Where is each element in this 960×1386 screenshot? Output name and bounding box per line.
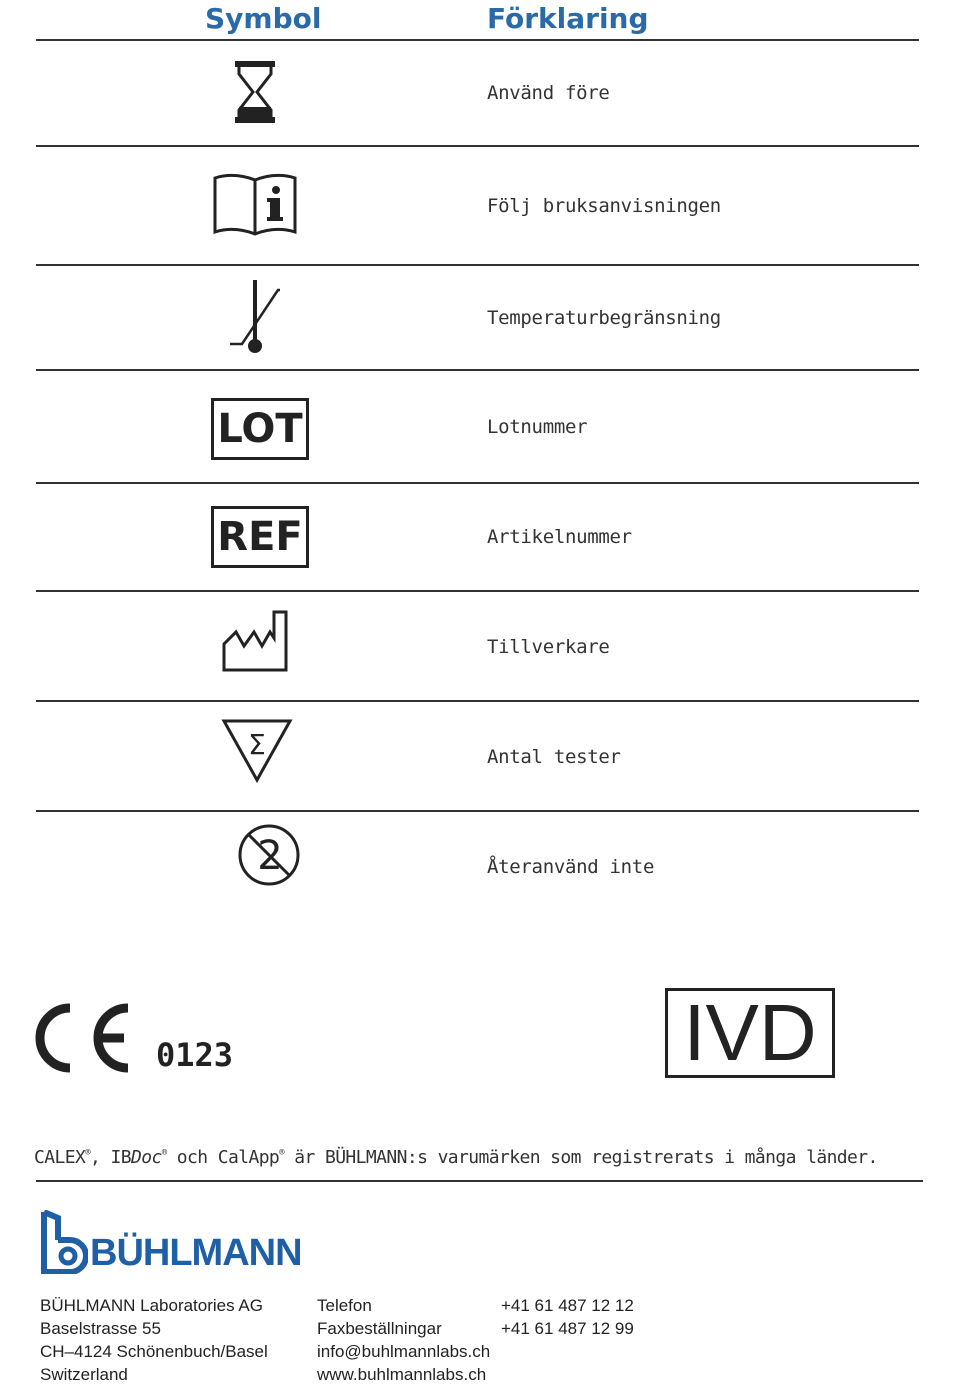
website-link[interactable]: www.buhlmannlabs.ch xyxy=(317,1365,487,1384)
contact-labels xyxy=(317,1294,490,1386)
address-line: BÜHLMANN Laboratories AG xyxy=(40,1296,263,1315)
hourglass-icon xyxy=(234,60,276,124)
sigma-triangle-icon xyxy=(221,718,293,784)
address-line: Baselstrasse 55 xyxy=(40,1319,161,1338)
ref-box-icon: REF xyxy=(211,506,309,568)
trademark-notice: CALEX®, IBDoc® och CalApp® är BÜHLMANN:s varumärken som registrerats i många länder. xyxy=(34,1147,878,1168)
row-label: Lotnummer xyxy=(487,416,588,438)
brand-name: BÜHLMANN xyxy=(90,1232,302,1274)
footer-divider xyxy=(36,1180,923,1182)
row-label: Artikelnummer xyxy=(487,526,632,548)
factory-icon xyxy=(222,608,290,672)
instructions-book-icon xyxy=(212,172,298,236)
email-link[interactable]: info@buhlmannlabs.ch xyxy=(317,1342,491,1361)
thermometer-icon xyxy=(228,278,284,356)
divider xyxy=(36,369,919,371)
row-label: Antal tester xyxy=(487,746,621,768)
row-label: Tillverkare xyxy=(487,636,610,658)
svg-text:2: 2 xyxy=(257,833,283,879)
do-not-reuse-icon xyxy=(237,823,301,887)
fax-number: +41 61 487 12 99 xyxy=(501,1319,634,1338)
row-label: Återanvänd inte xyxy=(487,856,655,878)
fax-label: Faxbeställningar xyxy=(317,1319,442,1338)
divider xyxy=(36,700,919,702)
row-label: Följ bruksanvisningen xyxy=(487,195,721,217)
column-header-symbol: Symbol xyxy=(205,2,322,35)
divider xyxy=(36,810,919,812)
buhlmann-logo-icon xyxy=(40,1210,88,1274)
ce-notified-body-number: 0123 xyxy=(156,1036,234,1074)
divider xyxy=(36,264,919,266)
divider xyxy=(36,590,919,592)
lot-box-icon: LOT xyxy=(211,398,309,460)
divider xyxy=(36,145,919,147)
ce-mark-icon xyxy=(34,1002,134,1074)
divider xyxy=(36,39,919,41)
address-line: Switzerland xyxy=(40,1365,128,1384)
row-label: Använd före xyxy=(487,82,610,104)
contact-numbers xyxy=(501,1294,634,1340)
ivd-mark-icon: IVD xyxy=(665,988,835,1078)
phone-label: Telefon xyxy=(317,1296,372,1315)
phone-number: +41 61 487 12 12 xyxy=(501,1296,634,1315)
company-address xyxy=(40,1294,268,1386)
divider xyxy=(36,482,919,484)
column-header-explanation: Förklaring xyxy=(487,2,649,35)
row-label: Temperaturbegränsning xyxy=(487,307,721,329)
address-line: CH–4124 Schönenbuch/Basel xyxy=(40,1342,268,1361)
svg-text:Σ: Σ xyxy=(248,728,266,761)
